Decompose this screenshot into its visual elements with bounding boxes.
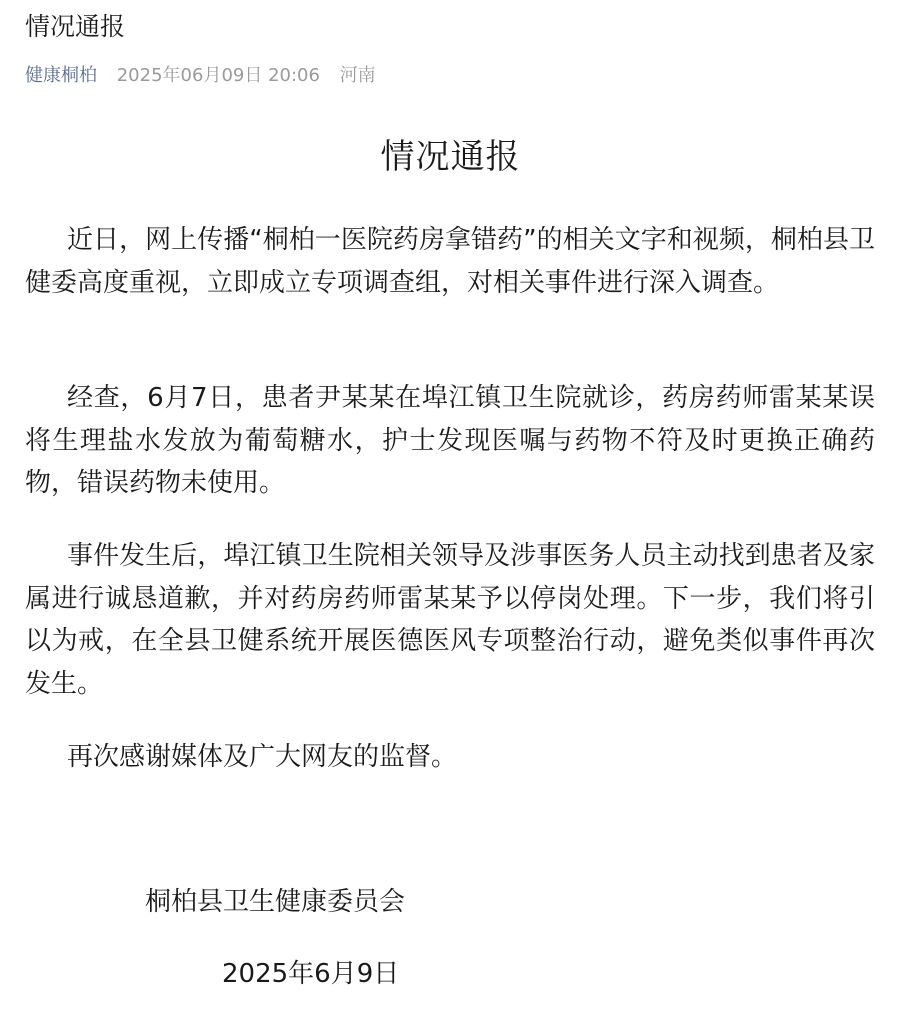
paragraph-findings: 经查，6月7日，患者尹某某在埠江镇卫生院就诊，药房药师雷某某误将生理盐水发放为葡萄糖水，护士发现医嘱与药物不符及时更换正确药物，错误药物未使用。	[25, 383, 875, 498]
paragraph-thanks: 再次感谢媒体及广大网友的监督。	[67, 742, 458, 772]
signature-date: 2025年6月9日	[222, 959, 400, 989]
account-name-link[interactable]: 健康桐柏	[25, 65, 97, 86]
notice-title: 情况通报	[380, 137, 521, 177]
article-header-title: 情况通报	[25, 12, 126, 41]
issuer-signature: 桐柏县卫生健康委员会	[145, 887, 406, 917]
publish-datetime: 2025年06月09日 20:06	[116, 65, 320, 86]
paragraph-actions: 事件发生后，埠江镇卫生院相关领导及涉事医务人员主动找到患者及家属进行诚恳道歉，并对药房药师雷某某予以停岗处理。下一步，我们将引以为戒，在全县卫健系统开展医德医风专项整治行动，避免类似事件再次发生。	[25, 541, 875, 699]
publish-location: 河南	[339, 65, 376, 86]
article-meta	[25, 62, 376, 90]
paragraph-intro: 近日，网上传播“桐柏一医院药房拿错药”的相关文字和视频，桐柏县卫健委高度重视，立即成立专项调查组，对相关事件进行深入调查。	[25, 225, 875, 298]
